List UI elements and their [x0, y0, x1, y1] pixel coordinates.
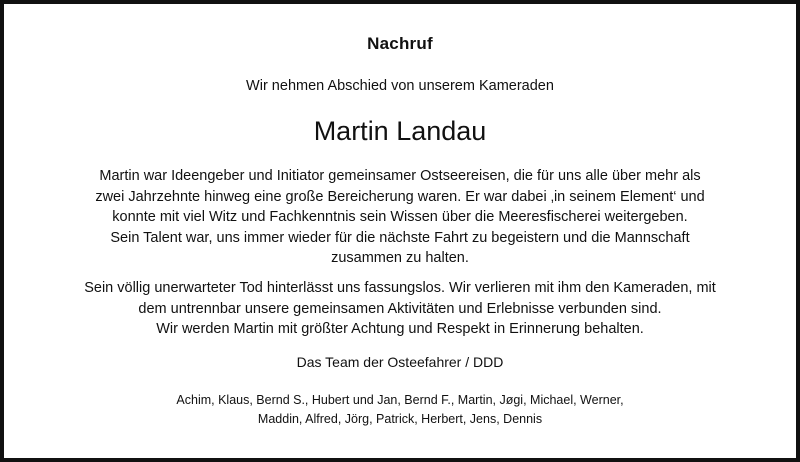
member-line: Achim, Klaus, Bernd S., Hubert und Jan, Bernd F., Martin, Jøgi, Michael, Werner,: [176, 393, 624, 407]
text-line: Sein völlig unerwarteter Tod hinterlässt uns fassungslos. Wir verlieren mit ihm den Kameraden, mit: [84, 280, 716, 296]
obituary-title: Nachruf: [367, 34, 433, 53]
text-line: zwei Jahrzehnte hinweg eine große Bereicherung waren. Er war dabei ‚in seinem Element‘ und: [95, 188, 705, 205]
text-line: Sein Talent war, uns immer wieder für die nächste Fahrt zu begeistern und die Mannschaft: [110, 229, 690, 246]
deceased-name: Martin Landau: [313, 116, 487, 146]
text-line: konnte mit viel Witz und Fachkenntnis sein Wissen über die Meeresfischerei weitergeben.: [112, 209, 688, 225]
member-names: [44, 391, 756, 429]
member-line: Maddin, Alfred, Jörg, Patrick, Herbert, Jens, Dennis: [257, 412, 543, 426]
signature-line: Das Team der Osteefahrer / DDD: [296, 354, 504, 370]
text-line: dem untrennbar unsere gemeinsamen Aktivitäten und Erlebnisse verbunden sind.: [138, 300, 662, 317]
text-line: Martin war Ideengeber und Initiator gemeinsamer Ostseereisen, die für uns alle über mehr als: [99, 168, 701, 184]
text-line: Wir werden Martin mit größter Achtung und Respekt in Erinnerung behalten.: [156, 321, 644, 337]
farewell-paragraph: [44, 278, 756, 340]
intro-line: Wir nehmen Abschied von unserem Kameraden: [246, 78, 554, 94]
text-line: zusammen zu halten.: [331, 250, 469, 266]
tribute-paragraph: [44, 166, 756, 269]
